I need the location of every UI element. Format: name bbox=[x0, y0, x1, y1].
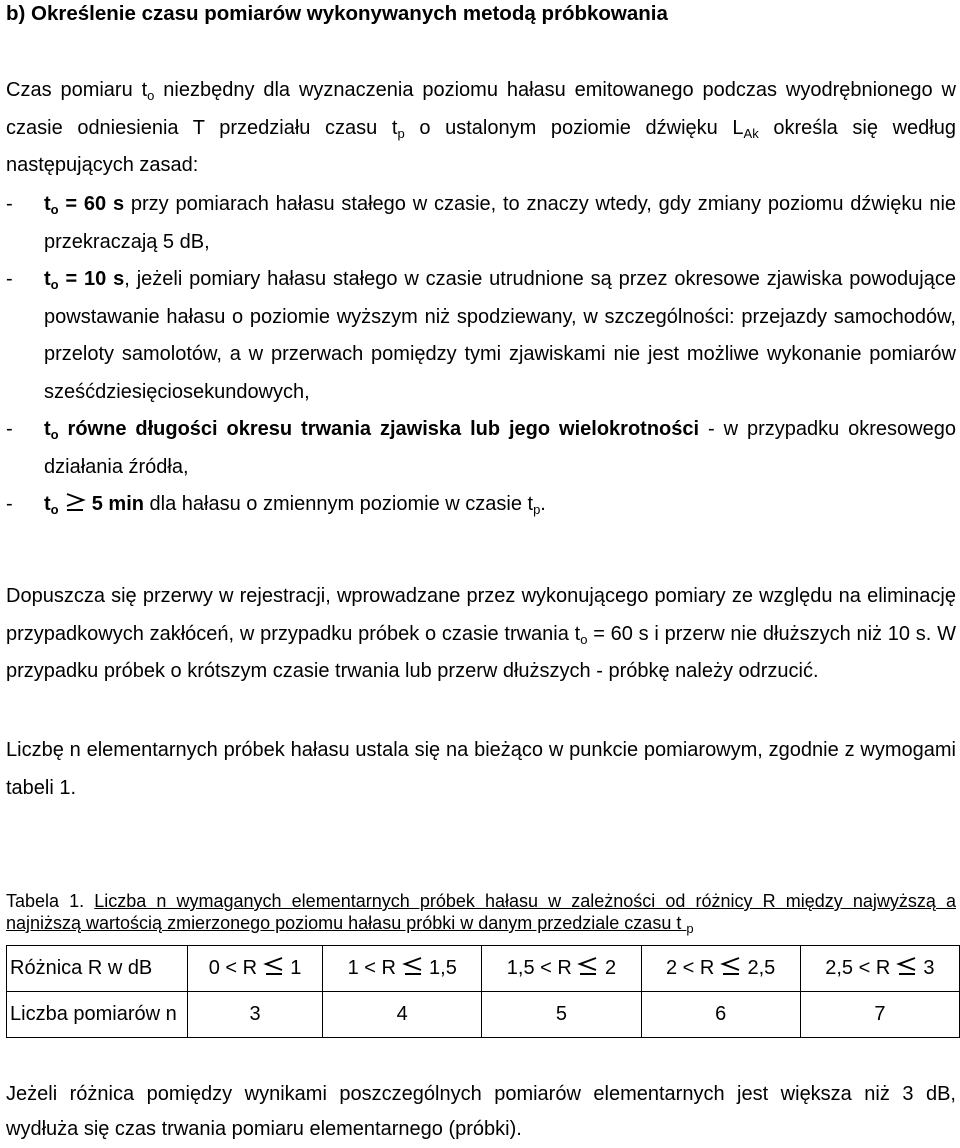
count-cell: 5 bbox=[482, 992, 641, 1038]
rules-list bbox=[6, 186, 956, 526]
list-item: - $t_o = 60$ s przy pomiarach hałasu stałego w czasie, to znaczy wtedy, gdy zmiany poziomu dźwięku nie przekraczają 5 dB, bbox=[6, 193, 957, 253]
less-or-equal-icon bbox=[402, 956, 424, 982]
range-cell: 2,5 < R 3 bbox=[800, 946, 959, 992]
less-or-equal-icon bbox=[577, 956, 599, 982]
list-item: - $t_o$ 5 min dla hałasu o zmiennym poziomie w czasie $t_p$. bbox=[6, 486, 956, 526]
table-header-cell: Różnica R w dB bbox=[7, 946, 188, 992]
intro-paragraph: Czas pomiaru $t_o$ niezbędny dla wyznaczenia poziomu hałasu emitowanego podczas wyodrębnionego w czasie odniesienia T przedziału czasu $t_p$ o ustalonym poziomie dźwięku $L_{Ak}$ określa się według następujących zasad: bbox=[6, 79, 957, 176]
count-cell: 6 bbox=[641, 992, 800, 1038]
greater-or-equal-icon bbox=[64, 488, 86, 526]
range-cell: 1,5 < R 2 bbox=[482, 946, 641, 992]
table-row bbox=[7, 946, 960, 992]
breaks-paragraph: Dopuszcza się przerwy w rejestracji, wprowadzane przez wykonującego pomiary ze względu na eliminację przypadkowych zakłóceń, w przypadku próbek o czasie trwania $t_o = 60$ s i przerw nie dłuższych niż 10 s. W przypadku próbek o krótszym czasie trwania lub przerw dłuższych - próbkę należy odrzucić. bbox=[6, 585, 957, 682]
count-cell: 4 bbox=[323, 992, 482, 1038]
count-cell: 3 bbox=[188, 992, 323, 1038]
less-or-equal-icon bbox=[720, 956, 742, 982]
list-item: - $t_o$ równe długości okresu trwania zjawiska lub jego wielokrotności - w przypadku okresowego działania źródła, bbox=[6, 418, 956, 478]
range-cell: 0 < R 1 bbox=[188, 946, 323, 992]
less-or-equal-icon bbox=[263, 956, 285, 982]
sample-count-paragraph: Liczbę n elementarnych próbek hałasu ustala się na bieżąco w punkcie pomiarowym, zgodnie z wymogami tabeli 1. bbox=[6, 739, 956, 799]
table-caption: Tabela 1. Liczba n wymaganych elementarnych próbek hałasu w zależności od różnicy R między najwyższą a najniższą wartością zmierzonego poziomu hałasu próbki w danym przedziale czasu t $_p$ bbox=[6, 891, 956, 936]
closing-paragraph: Jeżeli różnica pomiędzy wynikami poszczególnych pomiarów elementarnych jest większa niż 3 dB, wydłuża się czas trwania pomiaru elementarnego (próbki). bbox=[6, 1083, 956, 1140]
samples-table bbox=[6, 945, 960, 1038]
less-or-equal-icon bbox=[896, 956, 918, 982]
list-item: - $t_o = 10$ s, jeżeli pomiary hałasu stałego w czasie utrudnione są przez okresowe zjawiska powodujące powstawanie hałasu o poziomie wyższym niż spodziewany, w szczególności: przejazdy samochodów, przeloty samolotów, a w przerwach pomiędzy tymi zjawiskami nie jest możliwe wykonanie pomiarów sześćdziesięciosekundowych, bbox=[6, 268, 956, 403]
range-cell: 1 < R 1,5 bbox=[323, 946, 482, 992]
section-heading: b) Określenie czasu pomiarów wykonywanych metodą próbkowania bbox=[6, 2, 668, 25]
table-row bbox=[7, 992, 960, 1038]
count-cell: 7 bbox=[800, 992, 959, 1038]
range-cell: 2 < R 2,5 bbox=[641, 946, 800, 992]
table-row-label: Liczba pomiarów n bbox=[7, 992, 188, 1038]
